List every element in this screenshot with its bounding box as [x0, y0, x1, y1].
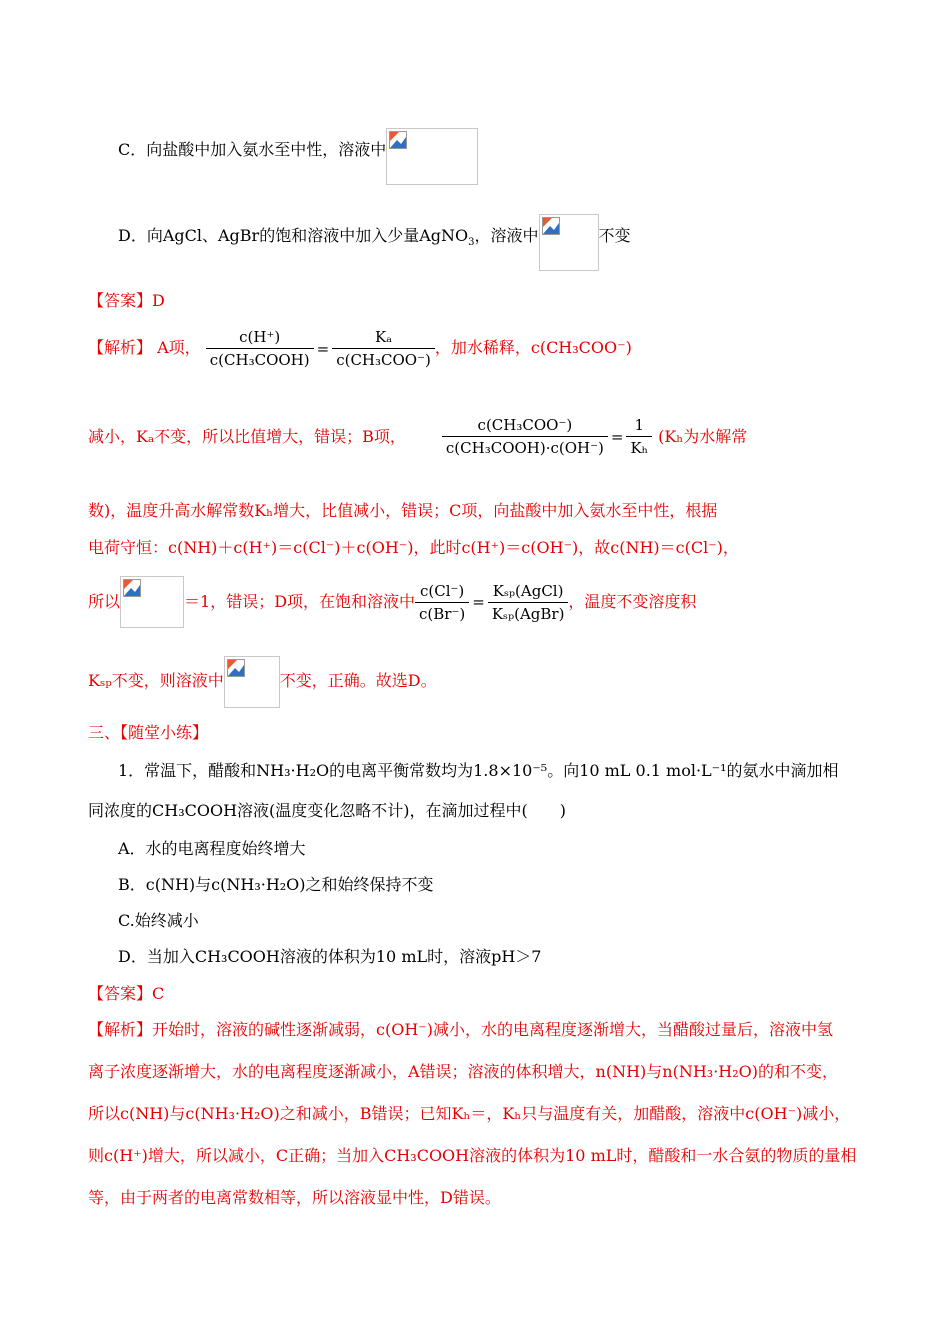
question-1-option-c: C.始终减小 [118, 911, 199, 930]
analysis-1-line-3: 数)，温度升高水解常数Kₕ增大，比值减小，错误；C项，向盐酸中加入氨水至中性，根据 [88, 501, 718, 520]
fraction-den: c(CH₃COOH)·c(OH⁻) [445, 439, 604, 457]
analysis-label: 【解析】 [88, 338, 153, 357]
fraction [442, 414, 608, 459]
analysis-label: 【解析】 [88, 1020, 153, 1039]
analysis-2-line-5: 等，由于两者的电离常数相等，所以溶液显中性，D错误。 [88, 1188, 501, 1207]
fraction-den: Kₕ [630, 439, 649, 457]
analysis-2-line-4: 则c(H⁺)增大，所以减小，C正确；当加入CH₃COOH溶液的体积为10 mL时，醋酸和一水合氨的物质的量相 [88, 1146, 857, 1165]
question-1-option-a: A．水的电离程度始终增大 [118, 839, 306, 858]
question-1-option-b: B．c(NH)与c(NH₃·H₂O)之和始终保持不变 [118, 875, 434, 894]
fraction-num: c(H⁺) [206, 326, 314, 349]
broken-image-icon [389, 131, 407, 149]
broken-image-icon [123, 579, 141, 597]
broken-image-icon [227, 659, 245, 677]
subscript: 3 [468, 237, 475, 249]
analysis-1-line-1 [88, 326, 632, 371]
fraction-num: Kₛₚ(AgCl) [488, 580, 569, 603]
fraction-num: Kₐ [332, 326, 435, 349]
fraction-den: Kₛₚ(AgBr) [491, 604, 565, 623]
fraction-num: c(CH₃COO⁻) [442, 414, 608, 437]
question-1-option-d: D．当加入CH₃COOH溶液的体积为10 mL时，溶液pH＞7 [118, 947, 542, 966]
option-d-mid: ，溶液中 [474, 226, 539, 245]
answer-1: 【答案】D [88, 291, 165, 310]
formula-image-placeholder [386, 128, 478, 185]
fraction [206, 326, 314, 371]
line2-post: (Kₕ为水解常 [658, 426, 748, 446]
answer-2: 【答案】C [88, 984, 165, 1003]
fraction-den: c(CH₃COO⁻) [336, 351, 431, 369]
fraction [626, 414, 652, 459]
option-d-post: 不变 [598, 226, 631, 245]
line5-pre: 所以 [88, 592, 121, 611]
a-item: A项， [157, 338, 201, 357]
option-c [118, 128, 478, 185]
option-d [118, 214, 631, 271]
line6-post: 不变，正确。故选D。 [279, 671, 437, 690]
analysis-1-line-5 [88, 576, 696, 628]
equals: = [472, 593, 485, 611]
option-c-text: C．向盐酸中加入氨水至中性，溶液中 [118, 140, 387, 159]
analysis-1-line-2 [88, 414, 747, 459]
formula-image-placeholder [120, 576, 184, 628]
fraction [332, 326, 435, 371]
line5-post: ，温度不变溶度积 [568, 592, 697, 611]
option-d-text: D．向AgCl、AgBr的饱和溶液中加入少量AgNO [118, 226, 469, 245]
section-3-title: 三、【随堂小练】 [88, 723, 209, 742]
analysis-2-line-2: 离子浓度逐渐增大，水的电离程度逐渐减小，A错误；溶液的体积增大，n(NH)与n(NH₃·H₂O)的和不变， [88, 1062, 839, 1081]
broken-image-icon [542, 217, 560, 235]
formula-image-placeholder [539, 214, 599, 271]
equals: = [610, 427, 624, 446]
fraction-den: c(Br⁻) [419, 604, 466, 623]
analysis-1-line-4: 电荷守恒：c(NH)＋c(H⁺)＝c(Cl⁻)＋c(OH⁻)，此时c(H⁺)＝c(OH⁻)，故c(NH)＝c(Cl⁻)， [88, 538, 739, 557]
line5-mid: ＝1，错误；D项，在饱和溶液中 [184, 592, 416, 611]
question-1-line-1: 1．常温下，醋酸和NH₃·H₂O的电离平衡常数均为1.8×10⁻⁵。向10 mL 0.1 mol·L⁻¹的氨水中滴加相 [118, 761, 839, 780]
analysis-2-text: 开始时，溶液的碱性逐渐减弱，c(OH⁻)减小，水的电离程度逐渐增大，当醋酸过量后，溶液中氢 [152, 1020, 833, 1039]
line2-pre: 减小，Kₐ不变，所以比值增大，错误；B项， [88, 426, 406, 446]
fraction-num: c(Cl⁻) [415, 580, 469, 603]
analysis-2-line-1 [88, 1018, 833, 1042]
formula-image-placeholder [224, 656, 280, 708]
equals: = [316, 339, 330, 358]
analysis-1-line-6 [88, 656, 437, 708]
after-fraction-text: ，加水稀释，c(CH₃COO⁻) [434, 338, 632, 357]
fraction-den: c(CH₃COOH) [209, 351, 310, 369]
question-1-line-2: 同浓度的CH₃COOH溶液(温度变化忽略不计)，在滴加过程中( ) [88, 801, 567, 820]
fraction [488, 580, 569, 625]
analysis-2-line-3: 所以c(NH)与c(NH₃·H₂O)之和减小，B错误；已知Kₕ＝，Kₕ只与温度有关，加醋酸，溶液中c(OH⁻)减小， [88, 1104, 851, 1123]
fraction-num: 1 [626, 414, 652, 437]
line6-pre: Kₛₚ不变，则溶液中 [88, 671, 224, 690]
fraction [415, 580, 469, 625]
